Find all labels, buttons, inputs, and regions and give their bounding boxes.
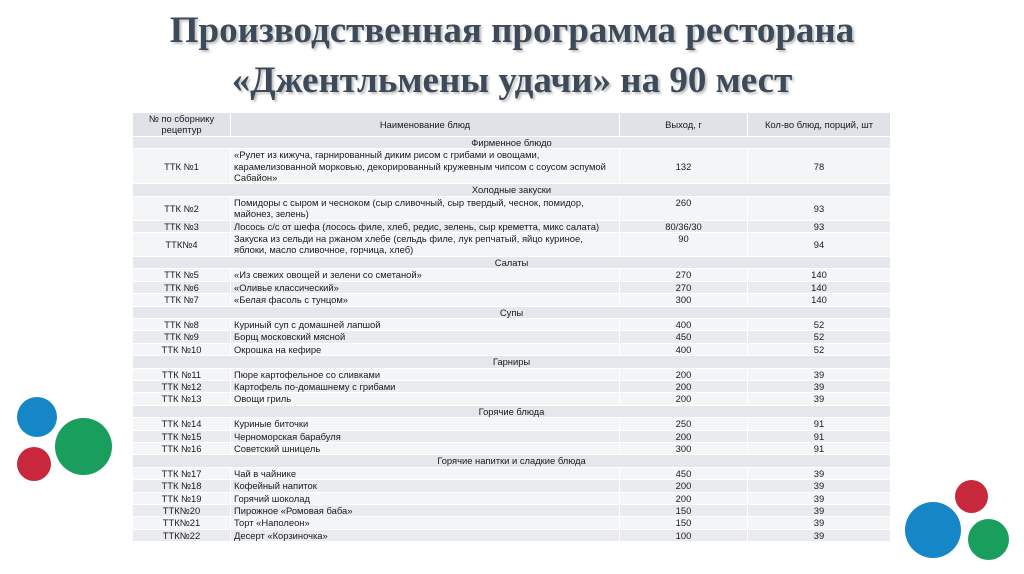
recipe-number-cell: ТТК№21 [133,517,231,529]
recipe-number-cell: ТТК№4 [133,233,231,257]
dish-name-cell: «Белая фасоль с тунцом» [231,294,620,306]
recipe-number-cell: ТТК №19 [133,492,231,504]
dish-name-cell: «Из свежих овощей и зелени со сметаной» [231,269,620,281]
yield-cell: 150 [620,505,748,517]
table-row [133,480,891,492]
dish-name-cell: Советский шницель [231,442,620,454]
yield-cell: 100 [620,529,748,541]
yield-cell: 80/36/30 [620,220,748,232]
yield-cell: 132 [620,149,748,184]
dish-name-cell: Овощи гриль [231,393,620,405]
page-title [0,6,1024,106]
decor-circle-blue-right [905,502,961,558]
table-row [133,149,891,184]
portion-count-cell: 52 [748,318,891,330]
dish-name-cell: Черноморская барабуля [231,430,620,442]
section-title: Горячие блюда [133,405,891,417]
table-row [133,430,891,442]
dish-name-cell: Окрошка на кефире [231,343,620,355]
portion-count-cell: 52 [748,331,891,343]
yield-cell: 450 [620,331,748,343]
decor-circle-green-left [55,418,112,475]
portion-count-cell: 39 [748,467,891,479]
table-row [133,269,891,281]
recipe-number-cell: ТТК №17 [133,467,231,479]
portion-count-cell: 93 [748,220,891,232]
table-row [133,318,891,330]
section-title: Горячие напитки и сладкие блюда [133,455,891,467]
recipe-number-cell: ТТК №8 [133,318,231,330]
dish-name-cell: Чай в чайнике [231,467,620,479]
dish-name-cell: Пюре картофельное со сливками [231,368,620,380]
table-row [133,331,891,343]
table-row [133,220,891,232]
table-row [133,380,891,392]
section-row [133,184,891,196]
yield-cell: 300 [620,294,748,306]
yield-cell: 450 [620,467,748,479]
portion-count-cell: 94 [748,233,891,257]
section-row [133,306,891,318]
dish-name-cell: «Оливье классический» [231,281,620,293]
portion-count-cell: 140 [748,281,891,293]
recipe-number-cell: ТТК №11 [133,368,231,380]
portion-count-cell: 39 [748,492,891,504]
recipe-number-cell: ТТК №7 [133,294,231,306]
portion-count-cell: 93 [748,196,891,220]
table-row [133,343,891,355]
recipe-number-cell: ТТК №6 [133,281,231,293]
dish-name-cell: Торт «Наполеон» [231,517,620,529]
dish-name-cell: Кофейный напиток [231,480,620,492]
yield-cell: 200 [620,368,748,380]
recipe-number-cell: ТТК №2 [133,196,231,220]
header-recipe-number: № по сборнику рецептур [133,113,231,137]
section-title: Фирменное блюдо [133,136,891,148]
portion-count-cell: 39 [748,517,891,529]
table-row [133,393,891,405]
recipe-number-cell: ТТК №3 [133,220,231,232]
section-row [133,356,891,368]
section-row [133,136,891,148]
portion-count-cell: 52 [748,343,891,355]
yield-cell: 200 [620,492,748,504]
dish-name-cell: Картофель по-домашнему с грибами [231,380,620,392]
decor-circle-blue-left [17,397,57,437]
dish-name-cell: Лосось с/с от шефа (лосось филе, хлеб, редис, зелень, сыр креметта, микс салата) [231,220,620,232]
table-row [133,294,891,306]
section-row [133,455,891,467]
dish-name-cell: Помидоры с сыром и чесноком (сыр сливочный, сыр твердый, чеснок, помидор, майонез, зелень) [231,196,620,220]
decor-circle-green-right [968,519,1009,560]
yield-cell: 270 [620,269,748,281]
portion-count-cell: 91 [748,418,891,430]
portion-count-cell: 39 [748,505,891,517]
dish-name-cell: «Рулет из кижуча, гарнированный диким рисом с грибами и овощами, карамелизованной морковью, декорированный кружевным чипсом с соусом эспумой Сабайон» [231,149,620,184]
portion-count-cell: 39 [748,529,891,541]
yield-cell: 200 [620,430,748,442]
recipe-number-cell: ТТК №5 [133,269,231,281]
recipe-number-cell: ТТК №18 [133,480,231,492]
table-row [133,196,891,220]
table-row [133,529,891,541]
recipe-number-cell: ТТК №16 [133,442,231,454]
table-row [133,517,891,529]
dish-name-cell: Десерт «Корзиночка» [231,529,620,541]
recipe-number-cell: ТТК№22 [133,529,231,541]
table-header-row [133,113,891,137]
recipe-number-cell: ТТК №10 [133,343,231,355]
recipe-number-cell: ТТК №15 [133,430,231,442]
section-title: Салаты [133,256,891,268]
portion-count-cell: 39 [748,393,891,405]
decor-circle-red-left [17,447,51,481]
yield-cell: 400 [620,318,748,330]
header-portion-count: Кол-во блюд, порций, шт [748,113,891,137]
recipe-number-cell: ТТК №9 [133,331,231,343]
yield-cell: 200 [620,380,748,392]
table-row [133,418,891,430]
section-title: Гарниры [133,356,891,368]
yield-cell: 250 [620,418,748,430]
portion-count-cell: 39 [748,480,891,492]
recipe-number-cell: ТТК №12 [133,380,231,392]
portion-count-cell: 91 [748,430,891,442]
yield-cell: 300 [620,442,748,454]
yield-cell: 270 [620,281,748,293]
yield-cell: 260 [620,196,748,220]
recipe-number-cell: ТТК №14 [133,418,231,430]
recipe-number-cell: ТТК№20 [133,505,231,517]
table-row [133,233,891,257]
dish-name-cell: Куриный суп с домашней лапшой [231,318,620,330]
section-title: Холодные закуски [133,184,891,196]
portion-count-cell: 140 [748,269,891,281]
table-body [133,136,891,541]
dish-name-cell: Горячий шоколад [231,492,620,504]
yield-cell: 90 [620,233,748,257]
section-row [133,405,891,417]
portion-count-cell: 78 [748,149,891,184]
table-row [133,492,891,504]
table-row [133,505,891,517]
header-yield: Выход, г [620,113,748,137]
portion-count-cell: 39 [748,368,891,380]
yield-cell: 200 [620,480,748,492]
yield-cell: 200 [620,393,748,405]
recipe-number-cell: ТТК №13 [133,393,231,405]
table-row [133,368,891,380]
portion-count-cell: 39 [748,380,891,392]
table-row [133,467,891,479]
dish-name-cell: Борщ московский мясной [231,331,620,343]
section-title: Супы [133,306,891,318]
title-line-2: «Джентльмены удачи» на 90 мест [231,60,793,101]
portion-count-cell: 140 [748,294,891,306]
section-row [133,256,891,268]
title-line-1: Производственная программа ресторана [169,10,855,51]
header-dish-name: Наименование блюд [231,113,620,137]
recipe-number-cell: ТТК №1 [133,149,231,184]
dish-name-cell: Пирожное «Ромовая баба» [231,505,620,517]
yield-cell: 400 [620,343,748,355]
dish-name-cell: Закуска из сельди на ржаном хлебе (сельдь филе, лук репчатый, яйцо куриное, яблоки, масло сливочное, горчица, хлеб) [231,233,620,257]
table-row [133,281,891,293]
decor-circle-red-right [955,480,988,513]
production-table-container [132,112,890,542]
portion-count-cell: 91 [748,442,891,454]
table-row [133,442,891,454]
production-table [132,112,891,542]
yield-cell: 150 [620,517,748,529]
dish-name-cell: Куриные биточки [231,418,620,430]
